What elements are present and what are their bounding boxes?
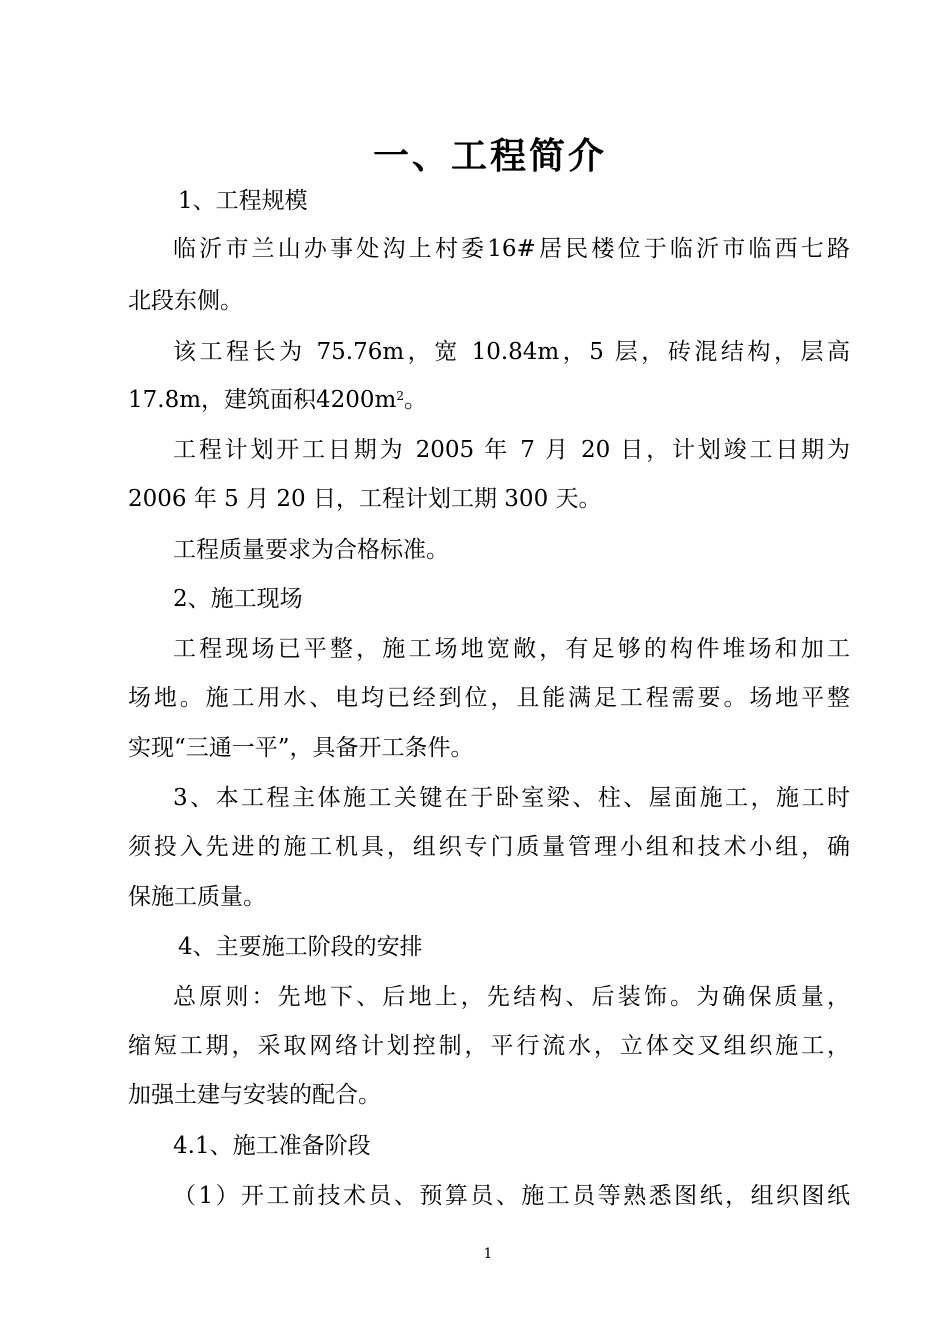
paragraph-line	[128, 385, 850, 415]
paragraph-line: 工程现场已平整，施工场地宽敞，有足够的构件堆场和加工	[173, 636, 850, 662]
paragraph-line: 2006 年 5 月 20 日，工程计划工期 300 天。	[128, 486, 602, 512]
page-number: 1	[483, 1246, 493, 1262]
paragraph-line: 须投入先进的施工机具，组织专门质量管理小组和技术小组，确	[128, 834, 850, 860]
paragraph-line: 总原则：先地下、后地上，先结构、后装饰。为确保质量，	[173, 984, 850, 1010]
paragraph-line: 临沂市兰山办事处沟上村委16#居民楼位于临沂市临西七路	[173, 236, 850, 262]
paragraph-line: 该工程长为 75.76m，宽 10.84m，5 层，砖混结构，层高	[173, 339, 850, 365]
paragraph-line: 缩短工期，采取网络计划控制，平行流水，立体交叉组织施工，	[128, 1033, 850, 1059]
section-heading-2: 2、施工现场	[173, 586, 303, 612]
paragraph-line: 3、本工程主体施工关键在于卧室梁、柱、屋面施工，施工时	[173, 785, 850, 811]
paragraph-line: （1）开工前技术员、预算员、施工员等熟悉图纸，组织图纸	[173, 1183, 850, 1209]
paragraph-line: 工程质量要求为合格标准。	[173, 537, 449, 563]
section-heading-4-1: 4.1、施工准备阶段	[173, 1133, 371, 1159]
paragraph-line: 实现“三通一平”，具备开工条件。	[128, 735, 474, 761]
paragraph-line: 工程计划开工日期为 2005 年 7 月 20 日，计划竣工日期为	[173, 437, 850, 463]
section-heading-4: 4、主要施工阶段的安排	[178, 934, 423, 960]
superscript: 2	[396, 389, 405, 403]
text-span: 。	[404, 387, 428, 413]
page-title: 一、工程简介	[372, 136, 607, 177]
paragraph-line: 保施工质量。	[128, 884, 266, 910]
paragraph-line: 场地。施工用水、电均已经到位，且能满足工程需要。场地平整	[128, 685, 850, 711]
section-heading-1: 1、工程规模	[178, 188, 308, 214]
paragraph-line: 北段东侧。	[128, 288, 243, 314]
paragraph-line: 加强土建与安装的配合。	[128, 1082, 381, 1108]
text-span: 17.8m，建筑面积4200m	[128, 387, 397, 413]
